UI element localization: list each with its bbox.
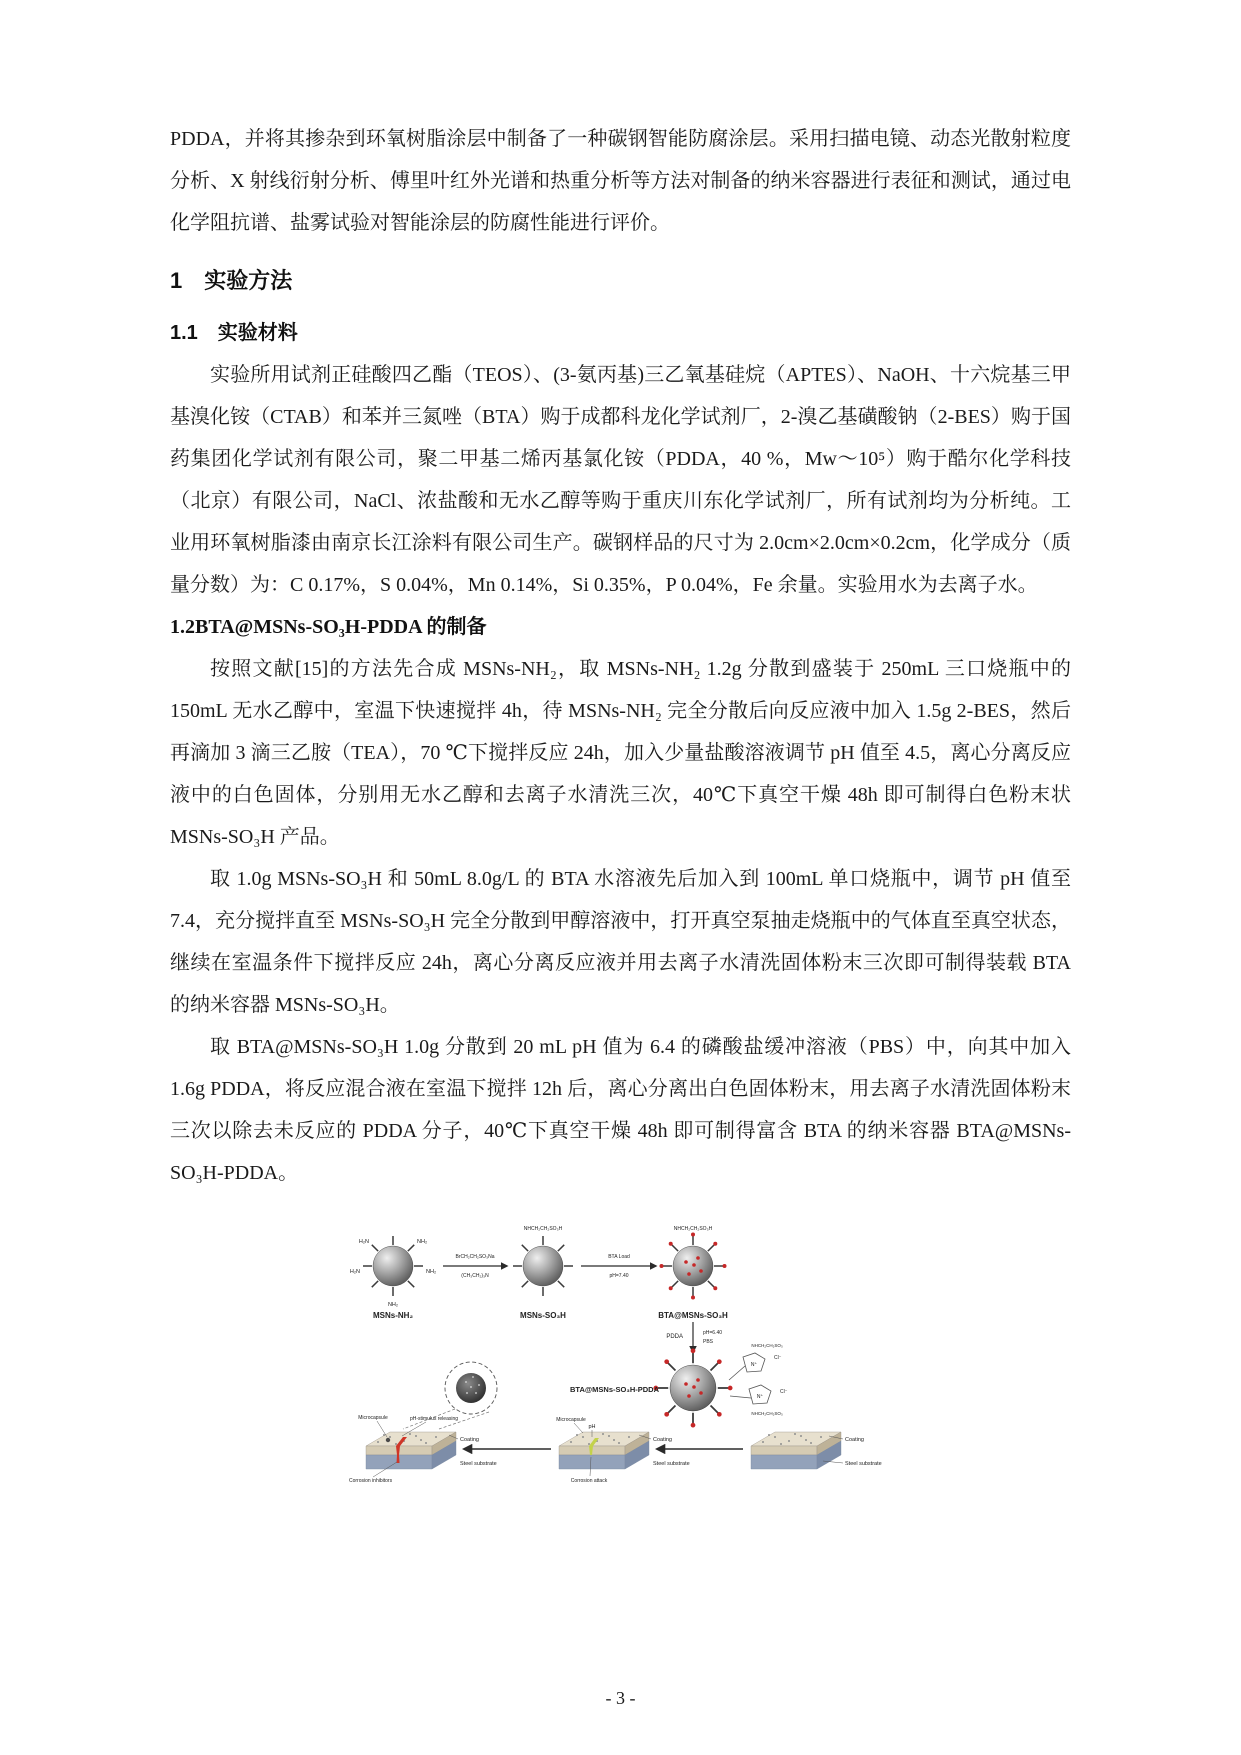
amine-group-label: H₂N — [349, 1269, 360, 1275]
steel-substrate-label: Steel substrate — [844, 1461, 882, 1467]
n-plus-label: N⁺ — [756, 1394, 763, 1400]
pbs-label: PBS — [702, 1339, 713, 1345]
paragraph-preparation-2: 取 1.0g MSNs-SO₃H 和 50mL 8.0g/L 的 BTA 水溶液先后加入到 100mL 单口烧瓶中，调节 pH 值至 7.4，充分搅拌直至 MSNs-SO₃H 完全分散到甲醇溶液中，打开真空泵抽走烧瓶中的气体直至真空状态，继续在室温条件下搅拌反应 24h，离心分离反应液并用去离子水清洗固体粉末三次即可制得装载 BTA 的纳米容器 MSNs-SO₃H。 — [170, 868, 1071, 1016]
amine-group-label: NH₂ — [387, 1302, 398, 1308]
reaction-arrow-1 — [443, 1254, 507, 1279]
n-plus-label: N⁺ — [750, 1362, 757, 1368]
amine-group-label: NH₂ — [416, 1239, 427, 1245]
page-number: - 3 - — [605, 1688, 636, 1708]
amine-group-label: NH₂ — [425, 1269, 436, 1275]
reaction-arrow-3 — [666, 1322, 722, 1352]
ph-stimulus-label: pH-stimulus releasing — [409, 1416, 458, 1422]
bta-load-label: BTA Load — [607, 1254, 630, 1260]
sphere-msns-so3h — [513, 1226, 573, 1320]
coating-label: Coating — [844, 1437, 864, 1443]
sulfonate-group-label: NHCH₂CH₂SO₃H — [673, 1226, 712, 1232]
subsection-heading-preparation: 1.2BTA@MSNs-SO₃H-PDDA 的制备 — [170, 616, 487, 638]
coating-label: Coating — [652, 1437, 672, 1443]
ph-label: pH — [587, 1424, 596, 1430]
condition-label-step1: (CH₃CH₂)₃N — [460, 1273, 489, 1279]
pdda-label: PDDA — [665, 1334, 683, 1340]
panel-inhibitor-release — [366, 1432, 456, 1469]
sphere-bta-msns-so3h — [658, 1226, 728, 1320]
sphere2-name-label: MSNs-SO₃H — [519, 1311, 566, 1320]
amine-group-label: H₂N — [358, 1239, 369, 1245]
cl-minus-label: Cl⁻ — [779, 1389, 787, 1395]
section-heading-method: 1 实验方法 — [170, 268, 293, 293]
sphere4-name-label: BTA@MSNs-SO₃H-PDDA — [569, 1385, 659, 1394]
paragraph-preparation-1: 按照文献[15]的方法先合成 MSNs-NH₂，取 MSNs-NH₂ 1.2g 分散到盛装于 250mL 三口烧瓶中的 150mL 无水乙醇中，室温下快速搅拌 4h，待 MSNs-NH₂ 完全分散后向反应液中加入 1.5g 2-BES，然后再滴加 3 滴三乙胺（TEA），70 ℃下搅拌反应 24h，加入少量盐酸溶液调节 pH 值至 4.5，离心分离反应液中的白色固体，分别用无水乙醇和去离子水清洗三次，40℃下真空干燥 48h 即可制得白色粉末状 MSNs-SO₃H 产品。 — [170, 658, 1071, 848]
paragraph-materials: 实验所用试剂正硅酸四乙酯（TEOS）、(3-氨丙基)三乙氧基硅烷（APTES）、NaOH、十六烷基三甲基溴化铵（CTAB）和苯并三氮唑（BTA）购于成都科龙化学试剂厂，2-溴乙基磺酸钠（2-BES）购于国药集团化学试剂有限公司，聚二甲基二烯丙基氯化铵（PDDA，40 %，Mw～10⁵）购于酷尔化学科技（北京）有限公司，NaCl、浓盐酸和无水乙醇等购于重庆川东化学试剂厂，所有试剂均为分析纯。工业用环氧树脂漆由南京长江涂料有限公司生产。碳钢样品的尺寸为 2.0cm×2.0cm×0.2cm，化学成分（质量分数）为：C 0.17%，S 0.04%，Mn 0.14%，Si 0.35%，P 0.04%，Fe 余量。实验用水为去离子水。 — [170, 364, 1071, 596]
sphere-bta-msns-so3h-pdda — [570, 1348, 733, 1427]
cl-minus-label: Cl⁻ — [773, 1355, 781, 1361]
paragraph-intro: PDDA，并将其掺杂到环氧树脂涂层中制备了一种碳钢智能防腐涂层。采用扫描电镜、动态光散射粒度分析、X 射线衍射分析、傅里叶红外光谱和热重分析等方法对制备的纳米容器进行表征和测试，通过电化学阻抗谱、盐雾试验对智能涂层的防腐性能进行评价。 — [170, 128, 1071, 234]
microcapsule-label: Microcapsule — [555, 1417, 586, 1423]
reagent-label-step1: BrCH₂CH₂SO₃Na — [455, 1254, 494, 1260]
steel-substrate-label: Steel substrate — [459, 1461, 497, 1467]
paragraph-preparation-3: 取 BTA@MSNs-SO₃H 1.0g 分散到 20 mL pH 值为 6.4 的磷酸盐缓冲溶液（PBS）中，向其中加入 1.6g PDDA，将反应混合液在室温下搅拌 12h 后，离心分离出白色固体粉末，用去离子水清洗固体粉末三次以除去未反应的 PDDA 分子，40℃下真空干燥 48h 即可制得富含 BTA 的纳米容器 BTA@MSNs-SO₃H-PDDA。 — [170, 1036, 1071, 1184]
ph-740-label: pH=7.40 — [608, 1273, 629, 1279]
sulfonate-group-label: NHCH₂CH₂SO₃H — [523, 1226, 562, 1232]
sphere-msns-nh2 — [349, 1236, 435, 1320]
ph-640-label: pH=6.40 — [702, 1330, 722, 1336]
sphere3-name-label: BTA@MSNs-SO₃H — [657, 1311, 728, 1320]
corrosion-inhibitors-label: Corrosion inhibitors — [348, 1478, 392, 1484]
sphere1-name-label: MSNs-NH₂ — [372, 1311, 413, 1320]
synthesis-scheme-svg — [331, 1216, 911, 1516]
panel-intact-coating — [751, 1432, 841, 1469]
microcapsule-label: Microcapsule — [357, 1415, 388, 1421]
corrosion-attack-label: Corrosion attack — [570, 1478, 607, 1484]
polymer-chain-label: NHCH₂CH₂SO₃ — [750, 1343, 783, 1348]
polymer-chain-label: NHCH₂CH₂SO₃ — [750, 1411, 783, 1416]
reaction-arrow-2 — [581, 1254, 656, 1279]
synthesis-scheme-figure — [331, 1216, 911, 1516]
subsection-heading-materials: 1.1 实验材料 — [170, 322, 298, 344]
panel-corrosion-attack — [559, 1432, 649, 1469]
pdda-polymer-structure — [729, 1343, 788, 1416]
coating-label: Coating — [459, 1437, 479, 1443]
steel-substrate-label: Steel substrate — [652, 1461, 690, 1467]
